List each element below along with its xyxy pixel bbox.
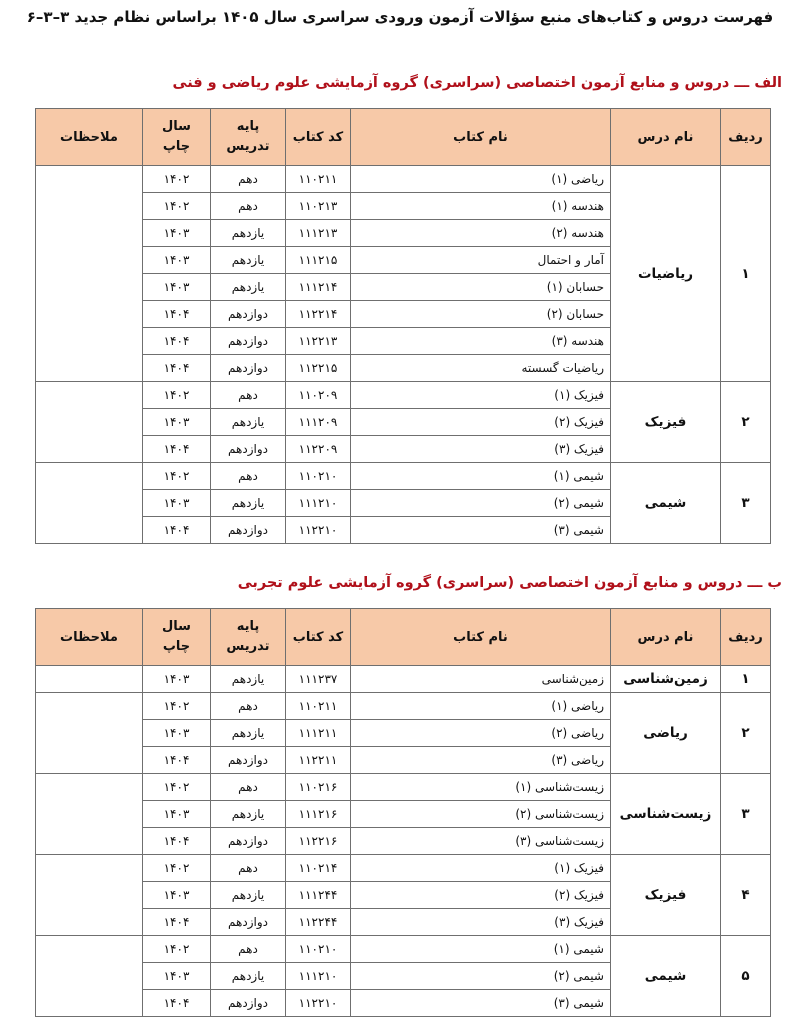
book-name-cell: شیمی (۲) [351,490,611,517]
section-b-title: ب ـــ دروس و منابع آزمون اختصاصی (سراسری) گروه آزمایشی علوم تجربی [237,575,782,591]
table-row [36,774,771,801]
grade-cell: یازدهم [211,247,286,274]
book-name-cell: هندسه (۳) [351,328,611,355]
print-year-cell: ۱۴۰۴ [143,909,211,936]
row-index-cell: ۳ [721,463,771,544]
book-name-cell: فیزیک (۲) [351,409,611,436]
print-year-cell: ۱۴۰۴ [143,436,211,463]
notes-cell [36,774,143,855]
book-name-cell: فیزیک (۲) [351,882,611,909]
book-code-cell: ۱۱۰۲۱۶ [286,774,351,801]
print-year-cell: ۱۴۰۴ [143,828,211,855]
header-year [143,609,211,666]
notes-cell [36,382,143,463]
notes-cell [36,666,143,693]
print-year-cell: ۱۴۰۴ [143,990,211,1017]
section-a-table [35,108,771,544]
grade-cell: دوازدهم [211,301,286,328]
grade-cell: یازدهم [211,801,286,828]
book-code-cell: ۱۱۱۲۰۹ [286,409,351,436]
book-code-cell: ۱۱۲۲۱۴ [286,301,351,328]
book-code-cell: ۱۱۰۲۱۰ [286,936,351,963]
grade-cell: دوازدهم [211,990,286,1017]
book-name-cell: ریاضی (۳) [351,747,611,774]
header-code: کد کتاب [286,609,351,666]
grade-cell: دوازدهم [211,828,286,855]
table-header-row [36,109,771,166]
book-name-cell: فیزیک (۳) [351,909,611,936]
print-year-cell: ۱۴۰۲ [143,193,211,220]
grade-cell: دوازدهم [211,355,286,382]
grade-cell: دوازدهم [211,517,286,544]
grade-cell: دوازدهم [211,747,286,774]
notes-cell [36,855,143,936]
grade-cell: دهم [211,774,286,801]
page-title: فهرست دروس و کتاب‌های منبع سؤالات آزمون ورودی سراسری سال ۱۴۰۵ براساس نظام جدید ۳–۳–۶ [26,8,774,26]
table-row [36,463,771,490]
book-code-cell: ۱۱۱۲۱۶ [286,801,351,828]
print-year-cell: ۱۴۰۴ [143,747,211,774]
grade-cell: یازدهم [211,720,286,747]
header-book: نام کتاب [351,109,611,166]
row-index-cell: ۲ [721,382,771,463]
print-year-cell: ۱۴۰۲ [143,855,211,882]
print-year-cell: ۱۴۰۳ [143,666,211,693]
grade-cell: دهم [211,855,286,882]
print-year-cell: ۱۴۰۲ [143,693,211,720]
header-grade [211,609,286,666]
print-year-cell: ۱۴۰۳ [143,801,211,828]
book-name-cell: ریاضیات گسسته [351,355,611,382]
header-grade [211,109,286,166]
print-year-cell: ۱۴۰۲ [143,463,211,490]
book-code-cell: ۱۱۲۲۴۴ [286,909,351,936]
table-row [36,382,771,409]
book-code-cell: ۱۱۱۲۱۴ [286,274,351,301]
book-code-cell: ۱۱۰۲۱۱ [286,693,351,720]
header-year [143,109,211,166]
header-year-line2: چاپ [162,139,191,154]
print-year-cell: ۱۴۰۲ [143,774,211,801]
print-year-cell: ۱۴۰۴ [143,517,211,544]
row-index-cell: ۱ [721,666,771,693]
grade-cell: دوازدهم [211,436,286,463]
print-year-cell: ۱۴۰۴ [143,328,211,355]
grade-cell: یازدهم [211,220,286,247]
notes-cell [36,693,143,774]
header-notes: ملاحظات [36,109,143,166]
table-row [36,666,771,693]
row-index-cell: ۱ [721,166,771,382]
grade-cell: دهم [211,382,286,409]
course-name-cell: زیست‌شناسی [611,774,721,855]
notes-cell [36,463,143,544]
book-name-cell: هندسه (۱) [351,193,611,220]
print-year-cell: ۱۴۰۳ [143,409,211,436]
grade-cell: دهم [211,166,286,193]
header-course: نام درس [611,609,721,666]
book-code-cell: ۱۱۰۲۱۴ [286,855,351,882]
print-year-cell: ۱۴۰۳ [143,963,211,990]
header-grade-line1: پایه [236,119,260,134]
book-name-cell: فیزیک (۳) [351,436,611,463]
grade-cell: یازدهم [211,882,286,909]
header-row-index: ردیف [721,109,771,166]
book-code-cell: ۱۱۱۲۱۵ [286,247,351,274]
book-name-cell: شیمی (۳) [351,990,611,1017]
table-row [36,936,771,963]
book-name-cell: هندسه (۲) [351,220,611,247]
grade-cell: دوازدهم [211,328,286,355]
header-year-line1: سال [162,619,191,634]
course-name-cell: فیزیک [611,382,721,463]
book-code-cell: ۱۱۲۲۱۰ [286,990,351,1017]
course-name-cell: شیمی [611,463,721,544]
print-year-cell: ۱۴۰۳ [143,220,211,247]
book-code-cell: ۱۱۰۲۱۰ [286,463,351,490]
notes-cell [36,936,143,1017]
book-name-cell: فیزیک (۱) [351,855,611,882]
book-name-cell: شیمی (۱) [351,463,611,490]
book-name-cell: ریاضی (۱) [351,166,611,193]
grade-cell: دهم [211,936,286,963]
course-name-cell: فیزیک [611,855,721,936]
print-year-cell: ۱۴۰۳ [143,720,211,747]
book-name-cell: زیست‌شناسی (۲) [351,801,611,828]
grade-cell: یازدهم [211,963,286,990]
header-year-line1: سال [162,119,191,134]
header-grade-line1: پایه [236,619,260,634]
print-year-cell: ۱۴۰۴ [143,301,211,328]
book-name-cell: حسابان (۲) [351,301,611,328]
row-index-cell: ۵ [721,936,771,1017]
grade-cell: دهم [211,693,286,720]
print-year-cell: ۱۴۰۲ [143,382,211,409]
grade-cell: دهم [211,193,286,220]
row-index-cell: ۴ [721,855,771,936]
print-year-cell: ۱۴۰۳ [143,882,211,909]
book-code-cell: ۱۱۱۲۳۷ [286,666,351,693]
course-name-cell: زمین‌شناسی [611,666,721,693]
print-year-cell: ۱۴۰۲ [143,936,211,963]
book-code-cell: ۱۱۰۲۱۳ [286,193,351,220]
book-name-cell: زیست‌شناسی (۳) [351,828,611,855]
book-code-cell: ۱۱۱۲۱۰ [286,963,351,990]
header-year-line2: چاپ [162,639,191,654]
book-name-cell: حسابان (۱) [351,274,611,301]
grade-cell: یازدهم [211,490,286,517]
book-name-cell: شیمی (۱) [351,936,611,963]
header-grade-line2: تدریس [226,639,270,654]
grade-cell: یازدهم [211,666,286,693]
course-name-cell: ریاضی [611,693,721,774]
book-code-cell: ۱۱۱۲۱۱ [286,720,351,747]
book-code-cell: ۱۱۲۲۱۰ [286,517,351,544]
book-code-cell: ۱۱۰۲۱۱ [286,166,351,193]
book-name-cell: شیمی (۳) [351,517,611,544]
grade-cell: یازدهم [211,274,286,301]
print-year-cell: ۱۴۰۳ [143,247,211,274]
table-row [36,166,771,193]
row-index-cell: ۲ [721,693,771,774]
header-code: کد کتاب [286,109,351,166]
book-code-cell: ۱۱۲۲۱۳ [286,328,351,355]
row-index-cell: ۳ [721,774,771,855]
grade-cell: یازدهم [211,409,286,436]
book-name-cell: آمار و احتمال [351,247,611,274]
table-header-row [36,609,771,666]
print-year-cell: ۱۴۰۴ [143,355,211,382]
table-row [36,693,771,720]
book-name-cell: فیزیک (۱) [351,382,611,409]
header-grade-line2: تدریس [226,139,270,154]
book-name-cell: ریاضی (۱) [351,693,611,720]
header-row-index: ردیف [721,609,771,666]
book-code-cell: ۱۱۱۲۱۳ [286,220,351,247]
notes-cell [36,166,143,382]
section-b-table [35,608,771,1017]
book-code-cell: ۱۱۲۲۱۵ [286,355,351,382]
book-code-cell: ۱۱۲۲۱۶ [286,828,351,855]
table-row [36,855,771,882]
book-name-cell: زیست‌شناسی (۱) [351,774,611,801]
book-code-cell: ۱۱۰۲۰۹ [286,382,351,409]
section-a-title: الف ـــ دروس و منابع آزمون اختصاصی (سراسری) گروه آزمایشی علوم ریاضی و فنی [172,75,782,91]
book-code-cell: ۱۱۱۲۱۰ [286,490,351,517]
print-year-cell: ۱۴۰۲ [143,166,211,193]
course-name-cell: شیمی [611,936,721,1017]
grade-cell: دهم [211,463,286,490]
header-course: نام درس [611,109,721,166]
book-name-cell: زمین‌شناسی [351,666,611,693]
book-code-cell: ۱۱۲۲۱۱ [286,747,351,774]
course-name-cell: ریاضیات [611,166,721,382]
book-code-cell: ۱۱۱۲۴۴ [286,882,351,909]
book-code-cell: ۱۱۲۲۰۹ [286,436,351,463]
book-name-cell: شیمی (۲) [351,963,611,990]
header-notes: ملاحظات [36,609,143,666]
print-year-cell: ۱۴۰۳ [143,274,211,301]
grade-cell: دوازدهم [211,909,286,936]
print-year-cell: ۱۴۰۳ [143,490,211,517]
header-book: نام کتاب [351,609,611,666]
book-name-cell: ریاضی (۲) [351,720,611,747]
